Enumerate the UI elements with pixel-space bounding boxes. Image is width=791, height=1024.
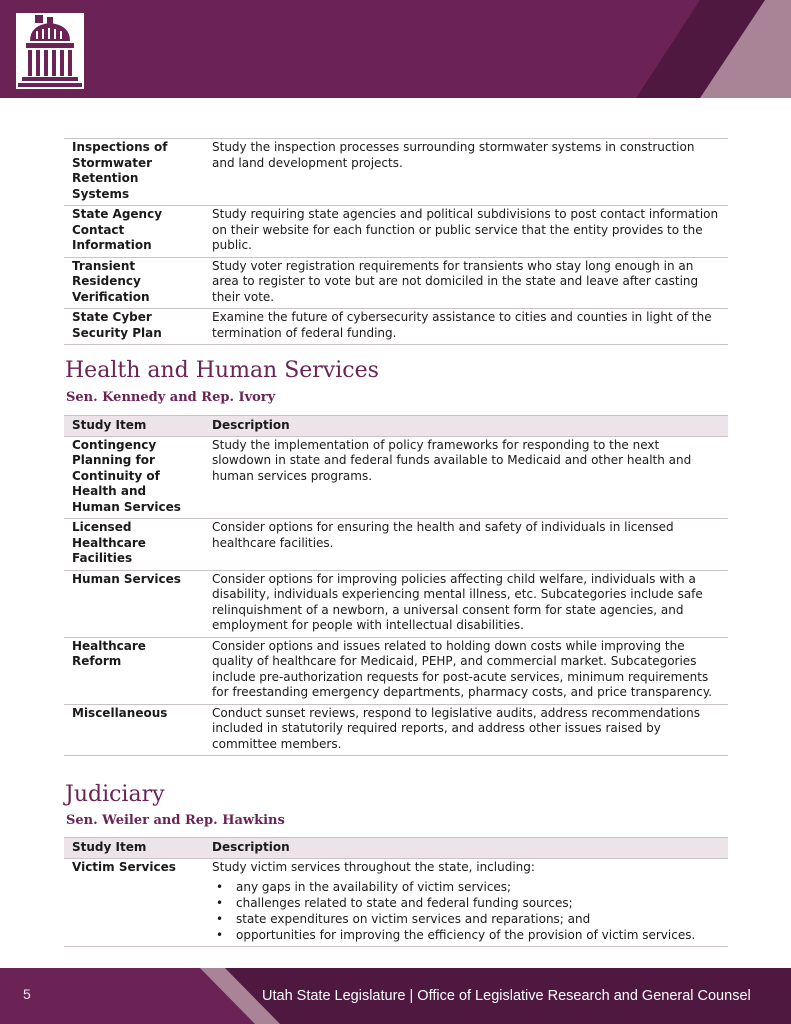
study-description: Study victim services throughout the state, including:: [212, 859, 535, 874]
study-description: Study the implementation of policy frameworks for responding to the next slowdown in state and federal funds available to Medicaid and other health and human services programs.: [212, 437, 692, 483]
study-item: Victim Services: [72, 859, 176, 874]
study-description: Study the inspection processes surrounding stormwater systems in construction and land development projects.: [212, 140, 695, 170]
table-row: [64, 637, 728, 704]
table-row: [64, 309, 728, 345]
study-item: Transient Residency Verification: [72, 258, 150, 304]
list-item: • challenges related to state and federal funding sources;: [212, 895, 720, 911]
study-description: Study requiring state agencies and political subdivisions to post contact information on their website for each function or public service that the entity provides to the public.: [212, 207, 719, 252]
table-row: [64, 139, 728, 206]
study-description-cell: [204, 858, 728, 947]
page-number: 5: [23, 986, 31, 1002]
section-chairs-health: Sen. Kennedy and Rep. Ivory: [66, 390, 276, 405]
study-description: Consider options and issues related to holding down costs while improving the quality of healthcare for Medicaid, PEHP, and commercial market. Subcategories include pre-authorization requests for post-acute services, minimum requirements for freestanding emergency departments, pharmacy costs, and price transparency.: [212, 638, 713, 699]
section-title-health: Health and Human Services: [65, 358, 379, 383]
list-item: • opportunities for improving the efficiency of the provision of victim services.: [212, 927, 720, 943]
study-item: Miscellaneous: [72, 705, 168, 720]
study-item: Contingency Planning for Continuity of Health and Human Services: [72, 437, 181, 514]
section-chairs-judiciary: Sen. Weiler and Rep. Hawkins: [66, 813, 285, 828]
table-row: [64, 519, 728, 571]
table-row: [64, 206, 728, 258]
section-title-judiciary: Judiciary: [65, 782, 165, 807]
list-item: • any gaps in the availability of victim services;: [212, 879, 720, 895]
table-row: [64, 257, 728, 309]
study-item: State Agency Contact Information: [72, 207, 163, 252]
table-row: [64, 570, 728, 637]
continued-study-table: [64, 138, 728, 345]
study-item: State Cyber Security Plan: [72, 310, 162, 340]
column-header-description: Description: [204, 838, 728, 859]
column-header-description: Description: [204, 416, 728, 437]
health-study-table: [64, 415, 728, 756]
study-description: Conduct sunset reviews, respond to legislative audits, address recommendations included in statutorily required reports, and address other issues raised by committee members.: [212, 705, 700, 751]
table-row: [64, 436, 728, 519]
header-band: [0, 0, 791, 98]
study-item: Licensed Healthcare Facilities: [72, 520, 146, 565]
page-header: [0, 0, 791, 98]
study-description: Consider options for improving policies affecting child welfare, individuals with a disability, individuals experiencing mental illness, etc. Subcategories include safe relinquishment of a newborn, a universal consent form for state agencies, and employment for people with intellectual disabilities.: [212, 571, 703, 632]
footer-text: Utah State Legislature | Office of Legislative Research and General Counsel: [262, 988, 751, 1004]
study-item: Healthcare Reform: [72, 638, 146, 668]
study-description: Consider options for ensuring the health and safety of individuals in licensed healthcare facilities.: [212, 520, 674, 550]
table-row: [64, 858, 728, 947]
study-description: Examine the future of cybersecurity assistance to cities and counties in light of the termination of federal funding.: [212, 310, 712, 340]
study-item: Inspections of Stormwater Retention Systems: [72, 140, 168, 201]
utah-capitol-logo-icon: [16, 13, 84, 95]
table-row: [64, 704, 728, 756]
column-header-item: Study Item: [64, 838, 204, 859]
study-item: Human Services: [72, 571, 181, 586]
judiciary-study-table: [64, 837, 728, 947]
table-header-row: [64, 416, 728, 437]
study-description: Study voter registration requirements for transients who stay long enough in an area to register to vote but are not domiciled in the state and leave after casting their vote.: [212, 258, 699, 304]
list-item: • state expenditures on victim services and reparations; and: [212, 911, 720, 927]
column-header-item: Study Item: [64, 416, 204, 437]
table-header-row: [64, 838, 728, 859]
victim-services-list: [212, 879, 720, 943]
